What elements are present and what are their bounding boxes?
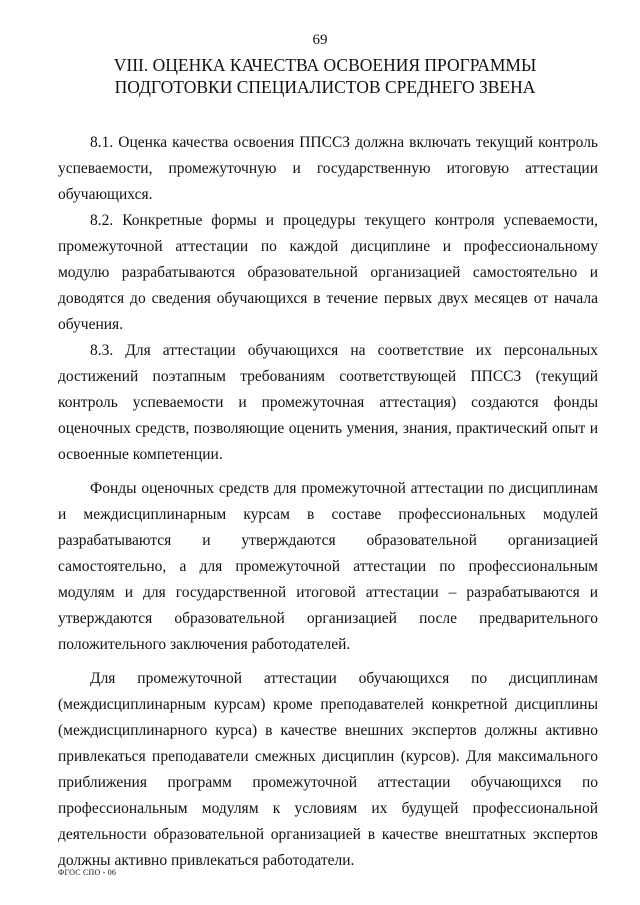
paragraph-assessment-funds: Фонды оценочных средств для промежуточной аттестации по дисциплинам и междисциплинарным курсам в составе профессиональных модулей разрабатываются и утверждаются образовательной организацией самостоятельно, а для промежуточной аттестации по профессиональным модулям и для государственной итоговой аттестации – разрабатываются и утверждаются образовательной организацией после предварительного положительного заключения работодателей. xyxy=(58,480,598,653)
paragraph-external-experts: Для промежуточной аттестации обучающихся по дисциплинам (междисциплинарным курсам) кроме преподавателей конкретной дисциплины (междисциплинарного курса) в качестве внешних экспертов должны активно привлекаться преподаватели смежных дисциплин (курсов). Для максимального приближения программ промежуточной аттестации обучающихся по профессиональным модулям к условиям их будущей профессиональной деятельности образовательной организацией в качестве внештатных экспертов должны активно привлекаться работодатели. xyxy=(58,670,598,869)
paragraph-8-2: 8.2. Конкретные формы и процедуры текущего контроля успеваемости, промежуточной аттестации по каждой дисциплине и профессиональному модулю разрабатываются образовательной организацией самостоятельно и доводятся до сведения обучающихся в течение первых двух месяцев от начала обучения. xyxy=(58,212,598,333)
document-body xyxy=(58,130,598,874)
paragraph-8-3: 8.3. Для аттестации обучающихся на соответствие их персональных достижений поэтапным требованиям соответствующей ППССЗ (текущий контроль успеваемости и промежуточная аттестация) создаются фонды оценочных средств, позволяющие оценить умения, знания, практический опыт и освоенные компетенции. xyxy=(58,342,598,463)
footer-doc-code: ФГОС СПО - 06 xyxy=(58,868,117,877)
section-title: VIII. ОЦЕНКА КАЧЕСТВА ОСВОЕНИЯ ПРОГРАММЫ ПОДГОТОВКИ СПЕЦИАЛИСТОВ СРЕДНЕГО ЗВЕНА xyxy=(113,55,537,97)
paragraph-8-1: 8.1. Оценка качества освоения ППССЗ должна включать текущий контроль успеваемости, промежуточную и государственную итоговую аттестации обучающихся. xyxy=(58,134,598,203)
page-number: 69 xyxy=(312,32,328,48)
